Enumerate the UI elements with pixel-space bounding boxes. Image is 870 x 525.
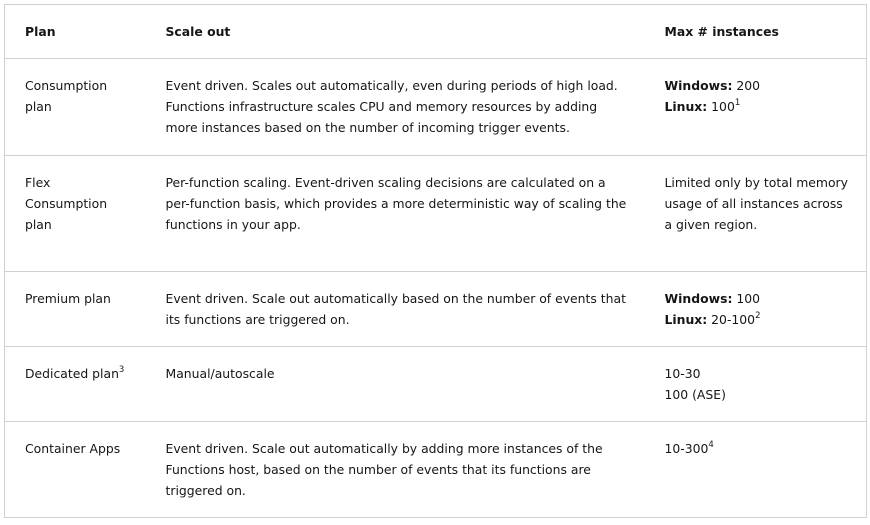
header-plan: Plan <box>5 5 146 59</box>
scale-cell: Per-function scaling. Event-driven scaling decisions are calculated on a per-function basis, which provides a more deterministic way of scaling the functions in your app. <box>146 156 645 272</box>
plan-cell: Premium plan <box>5 272 146 347</box>
os-value: 100 <box>707 99 735 114</box>
max-cell <box>645 272 867 347</box>
max-line: 10-30 <box>664 366 701 381</box>
max-cell <box>645 422 867 518</box>
footnote-ref[interactable]: 2 <box>755 311 761 321</box>
header-max-instances: Max # instances <box>645 5 867 59</box>
footnote-ref[interactable]: 3 <box>118 365 125 375</box>
hosting-plans-table <box>4 4 867 518</box>
plan-cell: Container Apps <box>5 422 146 518</box>
plan-name: Dedicated plan <box>25 366 119 381</box>
table-header-row <box>5 5 867 59</box>
plan-cell <box>5 347 146 422</box>
footnote-ref[interactable]: 1 <box>734 98 741 108</box>
scale-cell: Manual/autoscale <box>146 347 645 422</box>
scale-cell: Event driven. Scales out automatically, even during periods of high load. Functions infrastructure scales CPU and memory resources by adding more instances based on the number of incoming trigger events. <box>146 59 645 156</box>
plan-cell: Consumption plan <box>5 59 146 156</box>
os-value: 100 <box>732 291 760 306</box>
os-label: Linux: <box>664 99 708 114</box>
os-value: 200 <box>732 78 760 93</box>
header-scale-out: Scale out <box>146 5 645 59</box>
os-label: Windows: <box>664 291 733 306</box>
table-row <box>5 422 867 518</box>
plan-cell: Flex Consumption plan <box>5 156 146 272</box>
os-label: Windows: <box>664 78 733 93</box>
scale-cell: Event driven. Scale out automatically by adding more instances of the Functions host, based on the number of events that its functions are triggered on. <box>146 422 645 518</box>
scale-cell: Event driven. Scale out automatically based on the number of events that its functions are triggered on. <box>146 272 645 347</box>
table-row <box>5 272 867 347</box>
max-cell: Limited only by total memory usage of all instances across a given region. <box>645 156 867 272</box>
os-value: 20-100 <box>707 312 756 327</box>
table-row <box>5 59 867 156</box>
table-row <box>5 347 867 422</box>
max-cell <box>645 347 867 422</box>
footnote-ref[interactable]: 4 <box>708 440 714 450</box>
max-line: 100 (ASE) <box>664 387 726 402</box>
os-label: Linux: <box>664 312 708 327</box>
max-cell <box>645 59 867 156</box>
max-value: 10-300 <box>664 441 709 456</box>
table-row <box>5 156 867 272</box>
